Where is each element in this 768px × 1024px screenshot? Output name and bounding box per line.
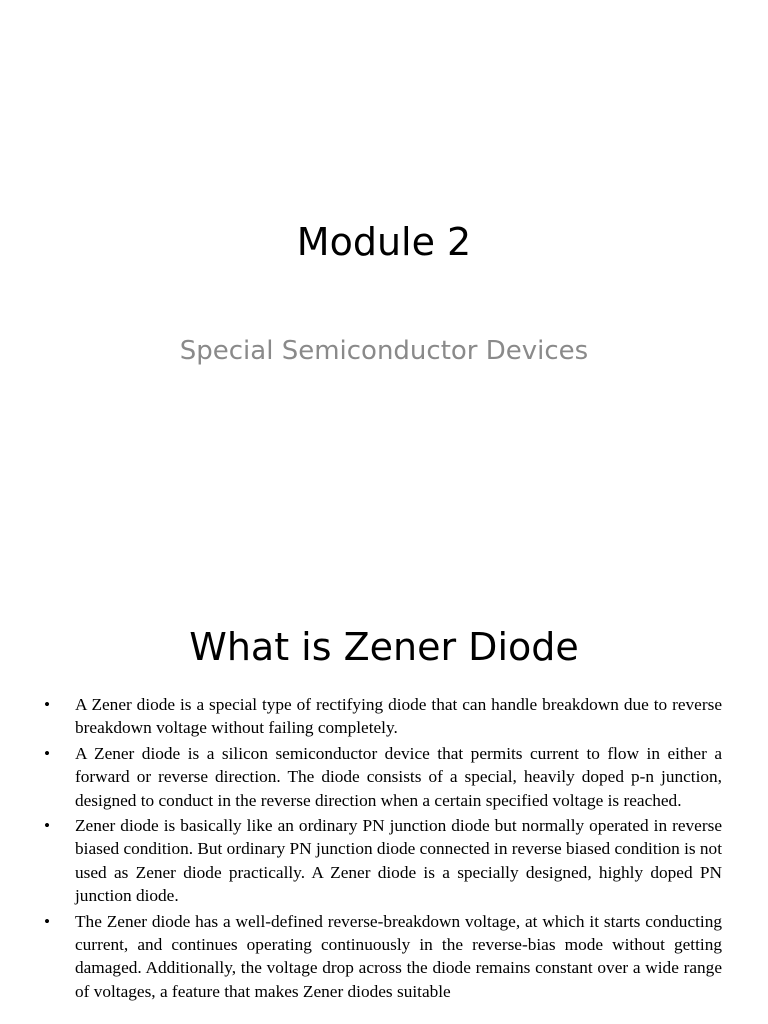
bullet-item bbox=[44, 693, 722, 740]
bullet-marker: • bbox=[44, 695, 51, 714]
slide-subtitle: Special Semiconductor Devices bbox=[179, 336, 589, 366]
bullet-marker: • bbox=[44, 743, 51, 763]
bullet-item bbox=[44, 814, 722, 908]
content-slide bbox=[0, 590, 768, 1024]
bullet-text: Zener diode is basically like an ordinary PN junction diode but normally operated in reverse biased condition. But ordinary PN junction diode connected in reverse biased condition is not used as Zener diode practically. A Zener diode is a specially designed, highly doped PN junction diode. bbox=[75, 816, 722, 906]
bullet-item bbox=[44, 742, 722, 812]
bullet-item bbox=[44, 910, 722, 1004]
slide-heading: What is Zener Diode bbox=[189, 625, 579, 669]
bullet-text: The Zener diode has a well-defined reverse-breakdown voltage, at which it starts conducting current, and continues operating continuously in the reverse-bias mode without getting damaged. Additionally, the voltage drop across the diode remains constant over a wide range of voltages, a feature that makes Zener diodes suitable bbox=[75, 911, 722, 1001]
bullet-list bbox=[44, 693, 722, 1005]
bullet-marker: • bbox=[44, 911, 51, 931]
bullet-text: A Zener diode is a special type of rectifying diode that can handle breakdown due to reverse breakdown voltage without failing completely. bbox=[75, 695, 722, 738]
bullet-marker: • bbox=[44, 816, 51, 836]
bullet-text: A Zener diode is a silicon semiconductor device that permits current to flow in either a forward or reverse direction. The diode consists of a special, heavily doped p-n junction, designed to conduct in the reverse direction when a certain specified voltage is reached. bbox=[75, 743, 722, 810]
slide-title: Module 2 bbox=[296, 220, 472, 264]
